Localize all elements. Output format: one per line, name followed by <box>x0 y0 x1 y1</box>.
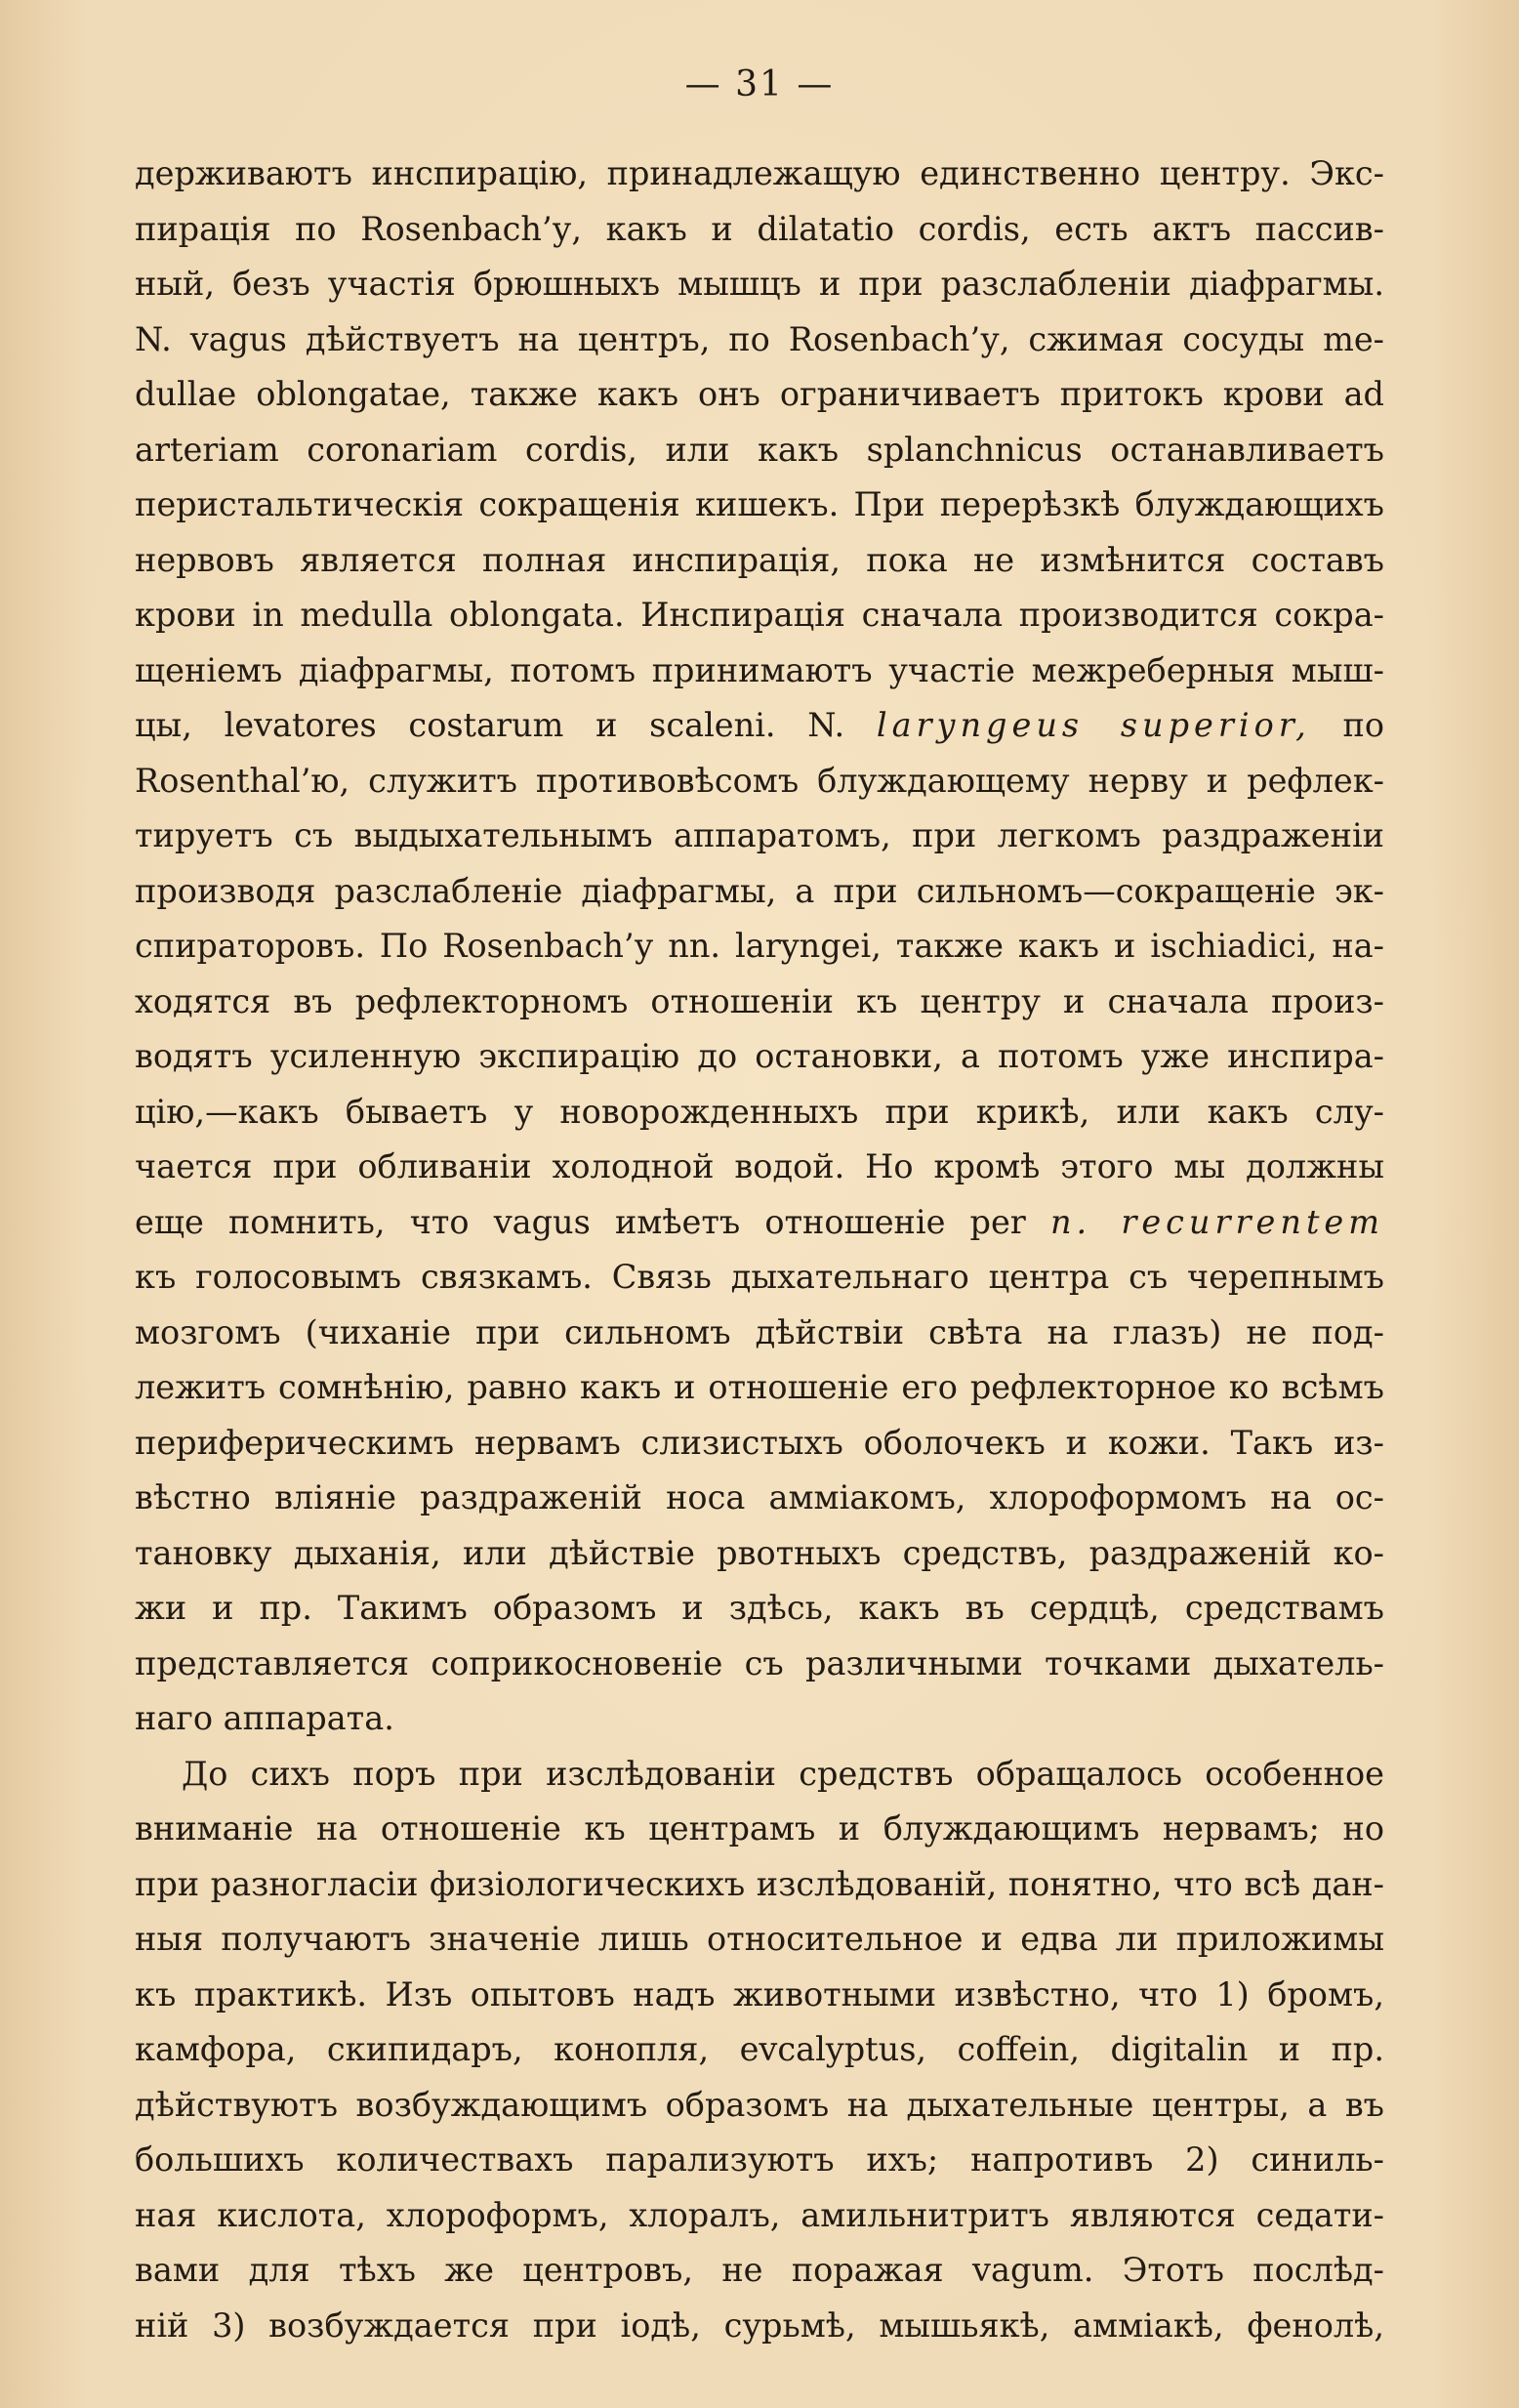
text-line: при разногласіи физіологическихъ изслѣдованій, понятно, что всѣ дан- <box>135 1864 1384 1903</box>
text-line: N. vagus дѣйствуетъ на центръ, по Rosenbach’у, сжимая сосуды me- <box>135 319 1384 358</box>
text-line: До сихъ поръ при изслѣдованіи средствъ обращалось особенное <box>182 1754 1384 1793</box>
spaced-italic-phrase: laryngeus superior, <box>876 706 1311 744</box>
text-line: тановку дыханія, или дѣйствіе рвотныхъ средствъ, раздраженій ко- <box>135 1533 1384 1572</box>
text-line: нервовъ является полная инспирація, пока не измѣнится составъ <box>135 540 1384 579</box>
text-line: наго аппарата. <box>135 1699 394 1737</box>
text-line: вами для тѣхъ же центровъ, не поражая vagum. Этотъ послѣд- <box>135 2251 1384 2289</box>
text-line: крови in medulla oblongata. Инспирація сначала производится сокра- <box>135 596 1384 634</box>
text-line: лежитъ сомнѣнію, равно какъ и отношеніе его рефлекторное ко всѣмъ <box>135 1368 1384 1406</box>
body-text <box>135 146 1384 2353</box>
text-line: водятъ усиленную экспирацію до остановки, а потомъ уже инспира- <box>135 1037 1384 1075</box>
text-line: вниманіе на отношеніе къ центрамъ и блуждающимъ нервамъ; но <box>135 1809 1384 1848</box>
text-line: щеніемъ діафрагмы, потомъ принимаютъ участіе межреберныя мыш- <box>135 650 1384 689</box>
text-line: производя разслабленіе діафрагмы, а при сильномъ—сокращеніе эк- <box>135 871 1384 910</box>
text-line: arteriam coronariam cordis, или какъ splanchnicus останавливаетъ <box>135 430 1384 469</box>
text-line: dullae oblongatae, также какъ онъ ограничиваетъ притокъ крови ad <box>135 375 1384 413</box>
text-line: камфора, скипидаръ, конопля, evcalyptus, coffein, digitalin и пр. <box>135 2030 1384 2068</box>
text-line: вѣстно вліяніе раздраженій носа амміакомъ, хлороформомъ на ос- <box>135 1478 1384 1516</box>
text-line: тируетъ съ выдыхательнымъ аппаратомъ, при легкомъ раздраженіи <box>135 816 1384 854</box>
text-line: еще помнить, что vagus имѣетъ отношеніе per n. recurrentem <box>135 1202 1384 1241</box>
paragraph <box>135 1747 1384 2354</box>
text-line: ная кислота, хлороформъ, хлоралъ, амильнитритъ являются седати- <box>135 2195 1384 2234</box>
text-line: цію,—какъ бываетъ у новорожденныхъ при крикѣ, или какъ слу- <box>135 1092 1384 1131</box>
text-line: держиваютъ инспирацію, принадлежащую единственно центру. Экс- <box>135 154 1384 192</box>
text-line: мозгомъ (чиханіе при сильномъ дѣйствіи свѣта на глазъ) не под- <box>135 1312 1384 1351</box>
text-line: периферическимъ нервамъ слизистыхъ оболочекъ и кожи. Такъ из- <box>135 1423 1384 1462</box>
text-line: ходятся въ рефлекторномъ отношеніи къ центру и сначала произ- <box>135 981 1384 1020</box>
paragraph <box>135 146 1384 1747</box>
text-line: къ практикѣ. Изъ опытовъ надъ животными извѣстно, что 1) бромъ, <box>135 1974 1384 2014</box>
text-line: чается при обливаніи холодной водой. Но кромѣ этого мы должны <box>135 1147 1384 1185</box>
text-line: жи и пр. Такимъ образомъ и здѣсь, какъ въ сердцѣ, средствамъ <box>135 1589 1384 1627</box>
text-line: Rosenthal’ю, служитъ противовѣсомъ блуждающему нерву и рефлек- <box>135 761 1384 800</box>
text-line: перистальтическія сокращенія кишекъ. При перерѣзкѣ блуждающихъ <box>135 485 1384 523</box>
text-line: ній 3) возбуждается при іодѣ, сурьмѣ, мышьякѣ, амміакѣ, фенолѣ, <box>135 2305 1384 2345</box>
text-line: цы, levatores costarum и scaleni. N. laryngeus superior, по <box>135 706 1384 744</box>
text-line: ный, безъ участія брюшныхъ мышцъ и при разслабленіи діафрагмы. <box>135 265 1384 303</box>
text-line: большихъ количествахъ парализуютъ ихъ; напротивъ 2) синиль- <box>135 2140 1384 2179</box>
text-line: ныя получаютъ значеніе лишь относительное и едва ли приложимы <box>135 1920 1384 1958</box>
text-line: пирація по Rosenbach’у, какъ и dilatatio cordis, есть актъ пассив- <box>135 209 1384 248</box>
text-line: къ голосовымъ связкамъ. Связь дыхательнаго центра съ черепнымъ <box>135 1258 1384 1296</box>
page-number: — 31 — <box>684 64 835 104</box>
spaced-italic-phrase: n. recurrentem <box>1049 1202 1384 1241</box>
text-line: спираторовъ. По Rosenbach’у nn. laryngei, также какъ и ischiadici, на- <box>135 927 1384 965</box>
text-line: представляется соприкосновеніе съ различными точками дыхатель- <box>135 1643 1384 1682</box>
text-line: дѣйствуютъ возбуждающимъ образомъ на дыхательные центры, а въ <box>135 2085 1384 2124</box>
